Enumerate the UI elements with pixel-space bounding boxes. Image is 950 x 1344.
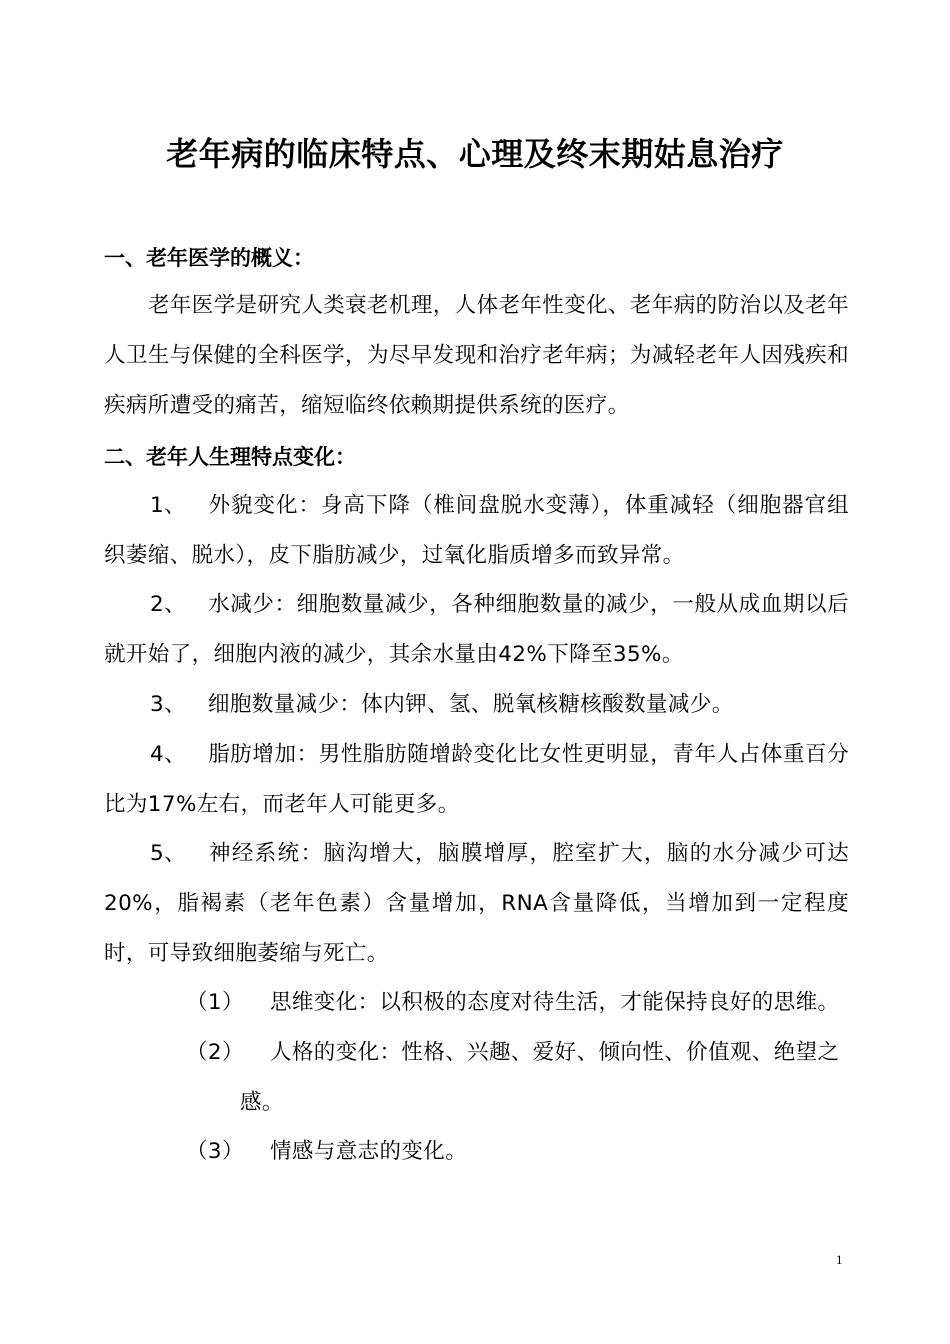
list-item-number: 3、 <box>150 692 186 717</box>
sub-list-item-number: （1） <box>186 990 244 1015</box>
sub-list-item-number: （3） <box>186 1139 244 1164</box>
sub-list-item-number: （2） <box>186 1040 244 1065</box>
section-heading-concept: 一、老年医学的概义： <box>104 246 314 270</box>
list-item-number: 1、 <box>150 493 186 518</box>
list-item <box>104 481 849 581</box>
list-item-text: 脂肪增加：男性脂肪随增龄变化比女性更明显，青年人占体重百分比为17%左右，而老年人可能更多。 <box>104 742 849 817</box>
list-item <box>104 680 849 730</box>
sub-list-item-text: 人格的变化：性格、兴趣、爱好、倾向性、价值观、绝望之 <box>270 1040 840 1065</box>
list-item-text: 细胞数量减少：体内钾、氢、脱氧核糖核酸数量减少。 <box>208 692 734 717</box>
list-item-text: 神经系统：脑沟增大，脑膜增厚，腔室扩大，脑的水分减少可达20%，脂褐素（老年色素）含量增加，RNA含量降低，当增加到一定程度时，可导致细胞萎缩与死亡。 <box>104 841 849 966</box>
list-item-number: 4、 <box>150 742 186 767</box>
sub-list-item-continuation: 感。 <box>240 1090 284 1115</box>
list-item-text: 外貌变化：身高下降（椎间盘脱水变薄），体重减轻（细胞器官组织萎缩、脱水），皮下脂肪减少，过氧化脂质增多而致异常。 <box>104 493 849 568</box>
list-item-number: 2、 <box>150 592 186 617</box>
list-item-number: 5、 <box>150 841 186 866</box>
sub-list-item-text: 思维变化：以积极的态度对待生活，才能保持良好的思维。 <box>270 990 840 1015</box>
list-item <box>104 730 849 830</box>
sub-list-item <box>186 1127 849 1177</box>
sub-list-item <box>186 1028 849 1128</box>
sub-list-item-text: 情感与意志的变化。 <box>270 1139 468 1164</box>
list-item <box>104 829 849 979</box>
concept-paragraph: 老年医学是研究人类衰老机理，人体老年性变化、老年病的防治以及老年人卫生与保健的全科医学，为尽早发现和治疗老年病；为减轻老年人因残疾和疾病所遭受的痛苦，缩短临终依赖期提供系统的医疗。 <box>104 293 849 418</box>
list-item <box>104 580 849 680</box>
sub-list-item <box>186 978 849 1028</box>
section-heading-physiology: 二、老年人生理特点变化： <box>104 445 356 469</box>
list-item-text: 水减少：细胞数量减少，各种细胞数量的减少，一般从成血期以后就开始了，细胞内液的减少，其余水量由42%下降至35%。 <box>104 592 849 667</box>
page-number: 1 <box>836 1252 843 1267</box>
document-title: 老年病的临床特点、心理及终末期姑息治疗 <box>166 135 784 173</box>
